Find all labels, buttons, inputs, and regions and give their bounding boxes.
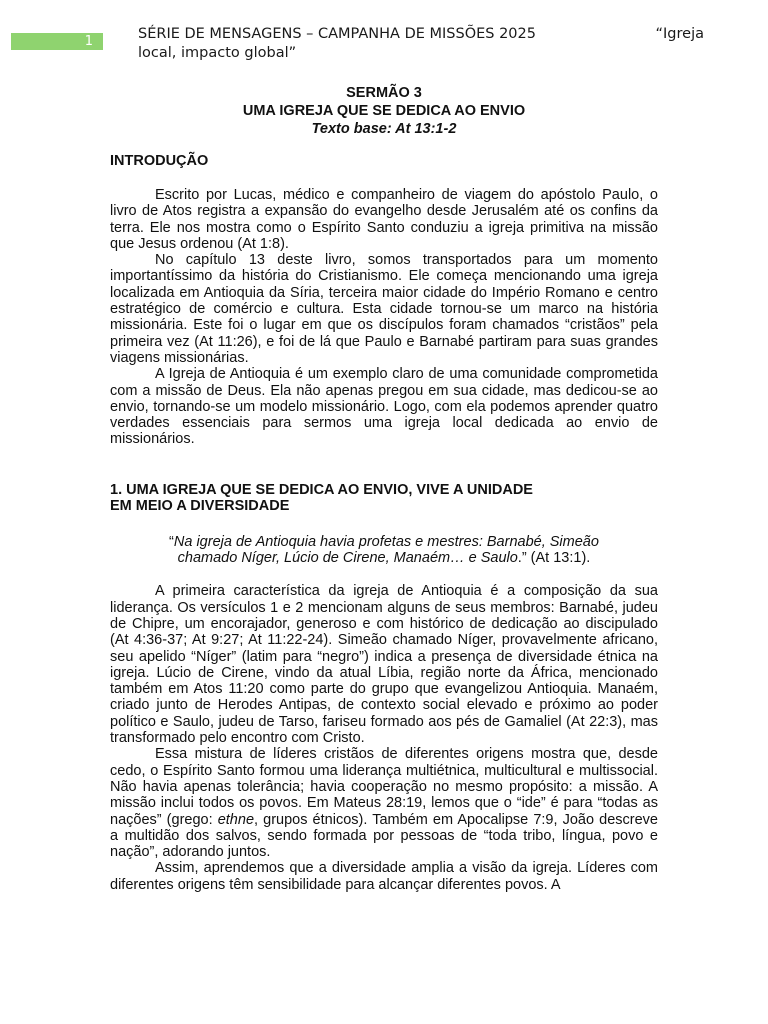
page-number: 1: [84, 34, 93, 49]
document-body: [110, 152, 658, 893]
sermon-title-block: [110, 84, 658, 138]
sermon-heading: UMA IGREJA QUE SE DEDICA AO ENVIO: [242, 103, 526, 119]
motto-start: “Igreja: [655, 26, 704, 42]
paragraph-2-text-b: , grupos étnicos). Também em Apocalipse 7:9, João descreve a multidão dos salvos, sendo formada por pessoas de “toda tribo, língua, povo e nação”, adorando juntos.: [110, 811, 658, 861]
paragraph-2-text-a: Essa mistura de líderes cristãos de diferentes origens mostra que, desde cedo, o Espírito Santo formou uma liderança multiétnica, multicultural e multissocial. Não havia apenas tolerância; havia cooperação no mesmo propósito: a missão. A missão inclui todos os povos. Em Mateus 28:19, lemos que o “ide” é para “todas as nações” (grego:: [110, 746, 658, 828]
section-1-title-line-1: 1. UMA IGREJA QUE SE DEDICA AO ENVIO, VIVE A UNIDADE: [110, 481, 533, 498]
section-1-title: [110, 482, 658, 515]
intro-paragraph-1: Escrito por Lucas, médico e companheiro de viagem do apóstolo Paulo, o livro de Atos registra a expansão do evangelho desde Jerusalém até os confins da terra. Ele nos mostra como o Espírito Santo conduziu a igreja primitiva na missão que Jesus ordenou (At 1:8).: [110, 187, 658, 252]
greek-term: ethne: [217, 811, 255, 828]
quote-open-mark: “: [169, 533, 174, 550]
quote-reference: .” (At 13:1).: [517, 550, 591, 567]
series-title: SÉRIE DE MENSAGENS – CAMPANHA DE MISSÕES 2025: [138, 26, 536, 42]
intro-paragraph-3: A Igreja de Antioquia é um exemplo claro de uma comunidade comprometida com a missão de Deus. Ela não apenas pregou em sua cidade, mas dedicou-se ao envio, tornando-se um modelo missionário. Logo, com ela podemos aprender quatro verdades essenciais para sermos uma igreja local dedicada ao envio de missionários.: [110, 366, 658, 448]
intro-paragraph-2: No capítulo 13 deste livro, somos transportados para um momento importantíssimo da história do Cristianismo. Ele começa mencionando uma igreja localizada em Antioquia da Síria, terceira maior cidade do Império Romano e centro estratégico de comércio e cultura. Esta cidade tornou-se um marco na história missionária. Este foi o lugar em que os discípulos foram chamados “cristãos” pela primeira vez (At 11:26), e foi de lá que Paulo e Barnabé partiram para suas grandes viagens missionárias.: [110, 252, 658, 366]
base-text: Texto base: At 13:1-2: [311, 121, 457, 137]
motto-end: local, impacto global”: [138, 45, 297, 61]
section-1-title-line-2: EM MEIO A DIVERSIDADE: [110, 498, 290, 515]
section-1-paragraph-1: A primeira característica da igreja de Antioquia é a composição da sua liderança. Os versículos 1 e 2 mencionam alguns de seus membros: Barnabé, judeu de Chipre, um encorajador, generoso e com histórico de dedicação ao discipulado (At 4:36-37; At 9:27; At 11:22-24). Simeão chamado Níger, provavelmente africano, seu apelido “Níger” (latim para “negro”) indica a presença de diversidade étnica na igreja. Lúcio de Cirene, vindo da atual Líbia, região norte da África, mencionado também em Atos 11:20 como parte do grupo que evangelizou Antioquia. Manaém, criado junto de Herodes Antipas, de contexto social elevado e próximo ao poder político e Saulo, judeu de Tarso, fariseu formado aos pés de Gamaliel (At 22:3), mas transformado pelo encontro com Cristo.: [110, 583, 658, 747]
scripture-quote: [140, 534, 628, 567]
running-header: [138, 25, 704, 63]
sermon-number: SERMÃO 3: [346, 85, 422, 101]
quote-text: Na igreja de Antioquia havia profetas e mestres: Barnabé, Simeão chamado Níger, Lúcio de Cirene, Manaém… e Saulo: [173, 533, 599, 567]
section-1-paragraph-2: [110, 746, 658, 860]
intro-heading: INTRODUÇÃO: [110, 153, 209, 169]
section-1-paragraph-3: Assim, aprendemos que a diversidade amplia a visão da igreja. Líderes com diferentes origens têm sensibilidade para alcançar diferentes povos. A: [110, 860, 658, 893]
page-number-badge: [11, 33, 103, 50]
